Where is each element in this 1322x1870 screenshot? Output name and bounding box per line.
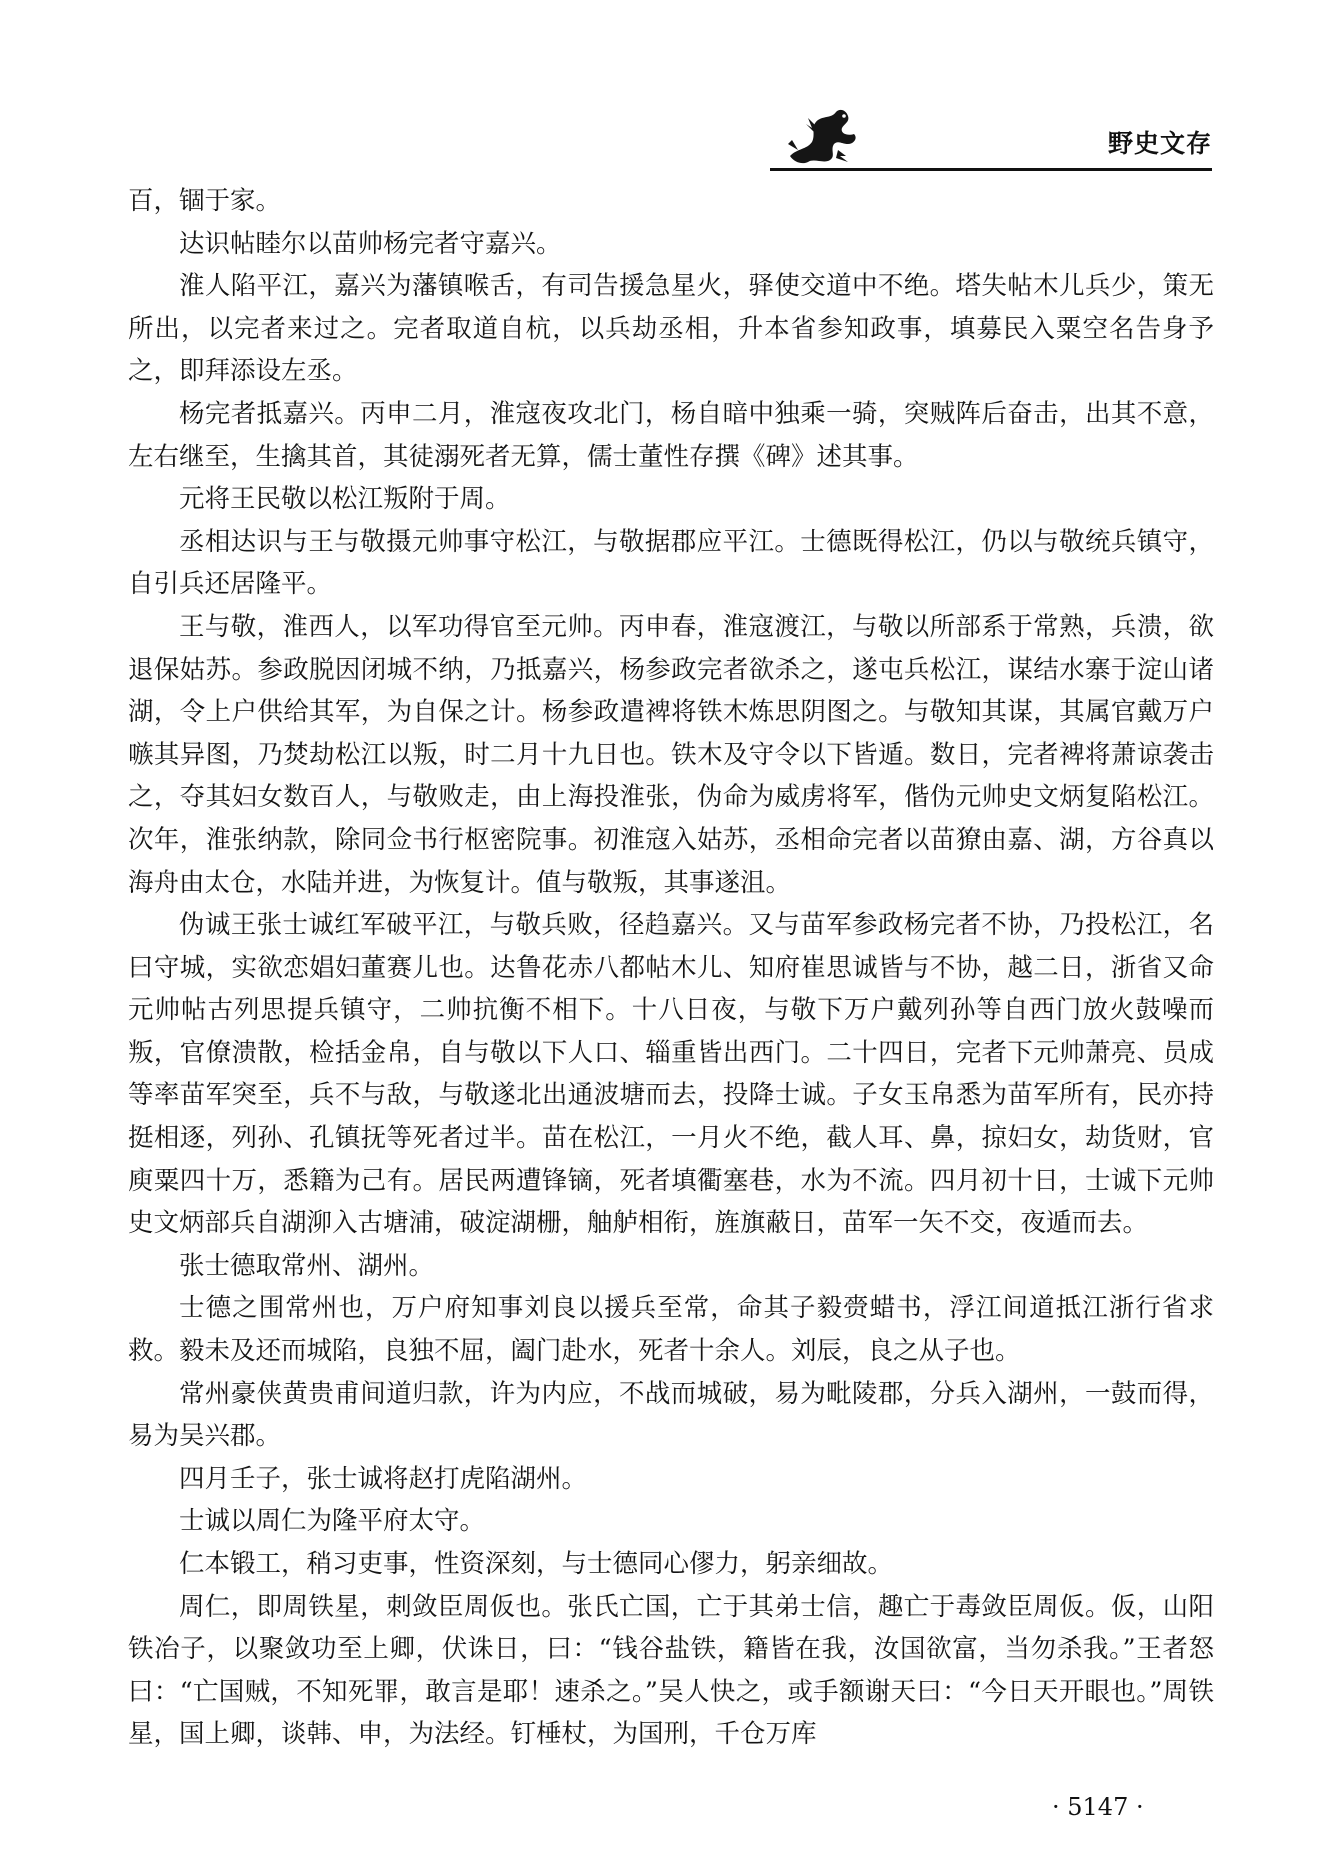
paragraph: 达识帖睦尔以苗帅杨完者守嘉兴。 [179,228,562,259]
paragraph: 四月壬子，张士诚将赵打虎陷湖州。 [179,1463,588,1494]
paragraph: 百，锢于家。 [128,186,282,216]
header-rule [770,168,1212,171]
page-number: · 5147 · [1052,1793,1144,1821]
paragraph: 士德之围常州也，万户府知事刘良以援兵至常，命其子毅赍蜡书，浮江间道抵江浙行省求救。毅未及还而城陷，良独不屈，阖门赴水，死者十余人。刘辰，良之从子也。 [128,1293,1214,1367]
paragraph: 淮人陷平江，嘉兴为藩镇喉舌，有司告援急星火，驿使交道中不绝。塔失帖木儿兵少，策无所出，以完者来过之。完者取道自杭，以兵劫丞相，升本省参知政事，填募民入粟空名告身予之，即拜添设左丞。 [128,271,1214,387]
paragraph: 王与敬，淮西人，以军功得官至元帅。丙申春，淮寇渡江，与敬以所部系于常熟，兵溃，欲退保姑苏。参政脱因闭城不纳，乃抵嘉兴，杨参政完者欲杀之，遂屯兵松江，谋结水寨于淀山诸湖，令上户供给其军，为自保之计。杨参政遣裨将铁木炼思阴图之。与敬知其谋，其属官戴万户嗾其异图，乃焚劫松江以叛，时二月十九日也。铁木及守令以下皆遁。数日，完者裨将萧谅袭击之，夺其妇女数百人，与敬败走，由上海投淮张，伪命为威虏将军，偕伪元帅史文炳复陷松江。次年，淮张纳款，除同佥书行枢密院事。初淮寇入姑苏，丞相命完者以苗獠由嘉、湖，方谷真以海舟由太仓，水陆并进，为恢复计。值与敬叛，其事遂沮。 [128,611,1214,898]
paragraph: 元将王民敬以松江叛附于周。 [179,484,511,515]
paragraph: 杨完者抵嘉兴。丙申二月，淮寇夜攻北门，杨自暗中独乘一骑，突贼阵后奋击，出其不意，左右继至，生擒其首，其徒溺死者无算，儒士董性存撰《碑》述其事。 [128,398,1214,472]
paragraph: 伪诚王张士诚红军破平江，与敬兵败，径趋嘉兴。又与苗军参政杨完者不协，乃投松江，名曰守城，实欲恋娼妇董赛儿也。达鲁花赤八都帖木儿、知府崔思诚皆与不协，越二日，浙省又命元帅帖古列思提兵镇守，二帅抗衡不相下。十八日夜，与敬下万户戴列孙等自西门放火鼓噪而叛，官僚溃散，检括金帛，自与敬以下人口、辎重皆出西门。二十四日，完者下元帅萧亮、员成等率苗军突至，兵不与敌，与敬遂北出通波塘而去，投降士诚。子女玉帛悉为苗军所有，民亦持挺相逐，列孙、孔镇抚等死者过半。苗在松江，一月火不绝，截人耳、鼻，掠妇女，劫货财，官庾粟四十万，悉籍为己有。居民两遭锋镝，死者填衢塞巷，水为不流。四月初十日，士诚下元帅史文炳部兵自湖泖入古塘浦，破淀湖栅，舳舻相衔，旌旗蔽日，苗军一矢不交，夜遁而去。 [128,910,1214,1239]
paragraph: 周仁，即周铁星，刺敛臣周仮也。张氏亡国，亡于其弟士信，趣亡于毒敛臣周仮。仮，山阳铁冶子，以聚敛功至上卿，伏诛日，曰：“钱谷盐铁，籍皆在我，汝国欲富，当勿杀我。”王者怒曰：“亡国贼，不知死罪，敢言是耶！速杀之。”吴人快之，或手额谢天曰：“今日天开眼也。”周铁星，国上卿，谈韩、申，为法经。钉棰杖，为国刑，千仓万库 [128,1591,1214,1750]
dragon-icon [784,104,862,166]
header-title: 野史文存 [1107,129,1212,158]
paragraph: 士诚以周仁为隆平府太守。 [179,1506,486,1537]
paragraph: 张士德取常州、湖州。 [179,1250,435,1281]
paragraph: 丞相达识与王与敬摄元帅事守松江，与敬据郡应平江。士德既得松江，仍以与敬统兵镇守，自引兵还居隆平。 [128,526,1214,600]
body-text [128,180,1214,1756]
running-header [770,104,1212,174]
paragraph: 仁本锻工，稍习吏事，性资深刻，与士德同心僇力，躬亲细故。 [179,1549,894,1579]
paragraph: 常州豪侠黄贵甫间道归款，许为内应，不战而城破，易为毗陵郡，分兵入湖州，一鼓而得，易为吴兴郡。 [128,1378,1214,1452]
